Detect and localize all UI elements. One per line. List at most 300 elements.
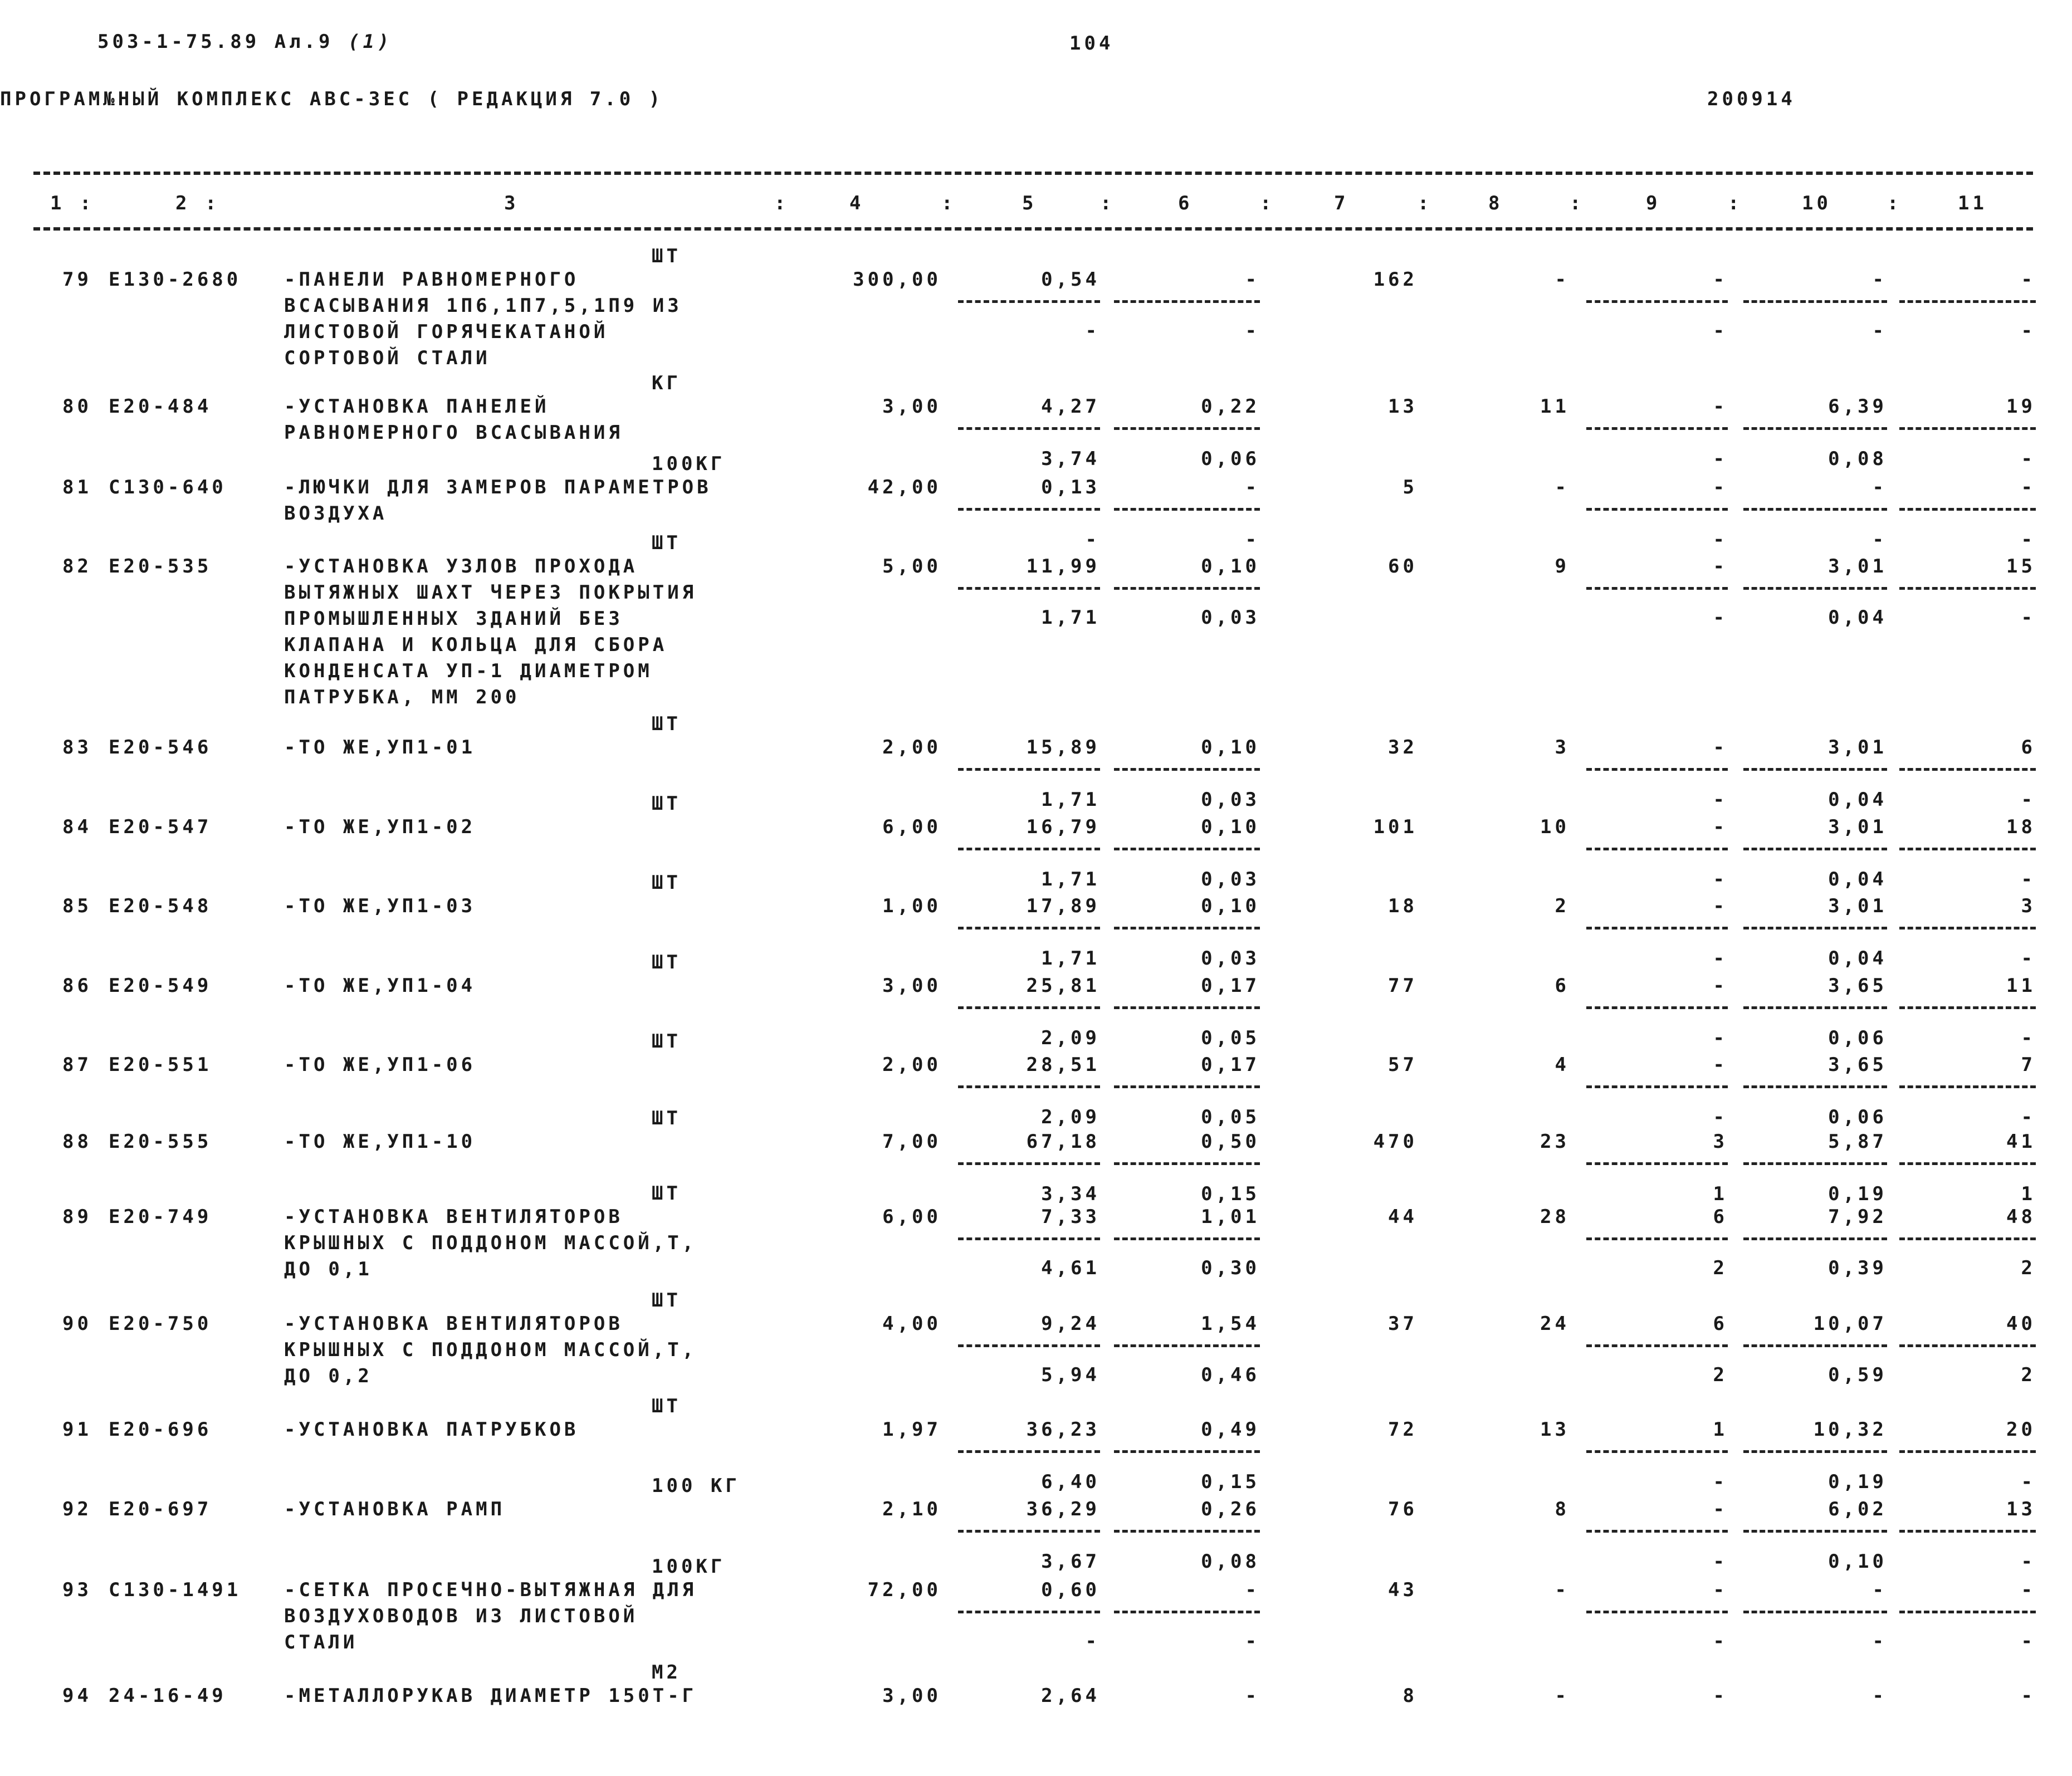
- cell-c10: 7,92: [1828, 1206, 1887, 1228]
- row-number: 82: [62, 555, 92, 578]
- rate-code: С130-640: [109, 476, 227, 498]
- row-separator: [1743, 1237, 1887, 1240]
- cell-qty: 3,00: [882, 975, 941, 997]
- cell-qty: 3,00: [882, 395, 941, 418]
- cell-c7: 57: [1388, 1054, 1418, 1076]
- row-separator: [1743, 848, 1887, 850]
- cell-c11b: -: [2021, 1550, 2036, 1573]
- cell-c11: -: [2021, 268, 2036, 291]
- row-separator: [1114, 848, 1260, 850]
- cell-c6b: 0,03: [1201, 606, 1260, 629]
- cell-c10b: 0,04: [1828, 606, 1887, 629]
- unit-label: 100 КГ: [652, 1475, 740, 1497]
- cell-c6b: 0,03: [1201, 947, 1260, 970]
- cell-c9b: -: [1713, 448, 1728, 470]
- rate-code: Е20-546: [109, 736, 212, 759]
- cell-c8: 13: [1540, 1418, 1570, 1441]
- cell-c5: 11,99: [1026, 555, 1100, 578]
- row-number: 80: [62, 395, 92, 418]
- row-separator: [1899, 1344, 2036, 1347]
- cell-c10b: -: [1872, 529, 1887, 551]
- description-line: ВОЗДУХА: [284, 502, 388, 525]
- cell-c11: 20: [2006, 1418, 2036, 1441]
- row-separator: [1114, 1162, 1260, 1165]
- cell-c5: 15,89: [1026, 736, 1100, 759]
- description-line: ВСАСЫВАНИЯ 1П6,1П7,5,1П9 ИЗ: [284, 295, 682, 317]
- cell-c7: 470: [1373, 1131, 1418, 1153]
- cell-c5b: 3,74: [1041, 448, 1100, 470]
- description-line: -УСТАНОВКА ПАТРУБКОВ: [284, 1418, 579, 1441]
- row-separator: [1899, 508, 2036, 511]
- cell-c8: 23: [1540, 1131, 1570, 1153]
- cell-c8: 2: [1555, 895, 1570, 917]
- rate-code: Е20-484: [109, 395, 212, 418]
- cell-c7: 162: [1373, 268, 1418, 291]
- row-separator: [1743, 927, 1887, 929]
- row-separator: [1114, 587, 1260, 590]
- rate-code: Е20-547: [109, 816, 212, 838]
- description-line: -ТО ЖЕ,УП1-10: [284, 1131, 476, 1153]
- row-separator: [1114, 927, 1260, 929]
- col-sep-7: :: [1418, 192, 1433, 214]
- cell-c5: 28,51: [1026, 1054, 1100, 1076]
- col-header-3: 3: [504, 192, 519, 214]
- col-sep-6: :: [1260, 192, 1275, 214]
- row-separator: [1899, 927, 2036, 929]
- cell-c5b: -: [1085, 529, 1100, 551]
- unit-label: 100КГ: [652, 453, 726, 475]
- row-separator: [958, 768, 1100, 771]
- cell-c6b: 0,08: [1201, 1550, 1260, 1573]
- cell-c10b: -: [1872, 320, 1887, 342]
- description-line: -УСТАНОВКА РАМП: [284, 1498, 506, 1520]
- row-separator: [1899, 1611, 2036, 1613]
- col-sep-8: :: [1570, 192, 1585, 214]
- table-header-rule: [33, 227, 2033, 231]
- description-line: ВОЗДУХОВОДОВ ИЗ ЛИСТОВОЙ: [284, 1605, 638, 1627]
- col-header-10: 10: [1802, 192, 1831, 214]
- unit-label: ШТ: [652, 1395, 681, 1417]
- cell-c8: 11: [1540, 395, 1570, 418]
- unit-label: М2: [652, 1661, 681, 1684]
- description-line: -УСТАНОВКА ВЕНТИЛЯТОРОВ: [284, 1206, 623, 1228]
- col-header-7: 7: [1334, 192, 1349, 214]
- cell-c11: 13: [2006, 1498, 2036, 1520]
- row-separator: [1899, 427, 2036, 430]
- cell-c10b: 0,06: [1828, 1027, 1887, 1049]
- col-header-6: 6: [1178, 192, 1193, 214]
- unit-label: ШТ: [652, 951, 681, 973]
- cell-c6: 0,22: [1201, 395, 1260, 418]
- rate-code: Е20-549: [109, 975, 212, 997]
- cell-c6: 0,10: [1201, 736, 1260, 759]
- cell-qty: 4,00: [882, 1313, 941, 1335]
- col-sep-3: :: [774, 192, 789, 214]
- cell-c6b: -: [1245, 1630, 1260, 1652]
- row-separator: [1586, 508, 1728, 511]
- rate-code: Е20-750: [109, 1313, 212, 1335]
- cell-c11b: -: [2021, 789, 2036, 811]
- cell-c9b: -: [1713, 606, 1728, 629]
- row-separator: [1114, 508, 1260, 511]
- cell-c5: 0,13: [1041, 476, 1100, 498]
- row-number: 86: [62, 975, 92, 997]
- cell-c9: -: [1713, 1054, 1728, 1076]
- unit-label: 100КГ: [652, 1555, 726, 1578]
- row-separator: [958, 1237, 1100, 1240]
- cell-c9b: -: [1713, 529, 1728, 551]
- rate-code: С130-1491: [109, 1579, 242, 1601]
- cell-c6b: 0,05: [1201, 1027, 1260, 1049]
- row-separator: [1899, 1085, 2036, 1088]
- cell-c6b: -: [1245, 320, 1260, 342]
- description-line: -ЛЮЧКИ ДЛЯ ЗАМЕРОВ ПАРАМЕТРОВ: [284, 476, 712, 498]
- cell-c11: 18: [2006, 816, 2036, 838]
- row-separator: [1586, 587, 1728, 590]
- cell-c9b: -: [1713, 1630, 1728, 1652]
- cell-c9: -: [1713, 395, 1728, 418]
- row-separator: [1114, 300, 1260, 303]
- row-separator: [958, 1530, 1100, 1533]
- cell-c8: 24: [1540, 1313, 1570, 1335]
- cell-qty: 7,00: [882, 1131, 941, 1153]
- cell-c10b: 0,19: [1828, 1183, 1887, 1205]
- row-number: 81: [62, 476, 92, 498]
- cell-c11b: 2: [2021, 1364, 2036, 1386]
- cell-c5b: 1,71: [1041, 947, 1100, 970]
- row-separator: [958, 1162, 1100, 1165]
- cell-c10: 3,65: [1828, 975, 1887, 997]
- row-separator: [1899, 300, 2036, 303]
- row-separator: [1743, 1085, 1887, 1088]
- col-sep-10: :: [1887, 192, 1902, 214]
- cell-c5b: 5,94: [1041, 1364, 1100, 1386]
- cell-c5b: 1,71: [1041, 606, 1100, 629]
- row-number: 79: [62, 268, 92, 291]
- row-separator: [1899, 587, 2036, 590]
- cell-c10b: 0,04: [1828, 868, 1887, 891]
- row-separator: [1114, 1530, 1260, 1533]
- description-line: КОНДЕНСАТА УП-1 ДИАМЕТРОМ: [284, 660, 653, 682]
- cell-c9b: -: [1713, 947, 1728, 970]
- row-number: 83: [62, 736, 92, 759]
- cell-qty: 2,00: [882, 1054, 941, 1076]
- cell-qty: 42,00: [867, 476, 941, 498]
- description-line: -МЕТАЛЛОРУКАВ ДИАМЕТР 150Т-Г: [284, 1685, 697, 1707]
- row-separator: [958, 300, 1100, 303]
- cell-c9b: 2: [1713, 1257, 1728, 1279]
- row-separator: [958, 927, 1100, 929]
- cell-c9: -: [1713, 555, 1728, 578]
- document-code-note: (1): [348, 31, 393, 53]
- row-separator: [1899, 1006, 2036, 1009]
- row-number: 94: [62, 1685, 92, 1707]
- col-sep-5: :: [1100, 192, 1115, 214]
- cell-c8: 9: [1555, 555, 1570, 578]
- cell-c8: 28: [1540, 1206, 1570, 1228]
- cell-c9: -: [1713, 816, 1728, 838]
- row-separator: [1114, 1237, 1260, 1240]
- cell-qty: 5,00: [882, 555, 941, 578]
- cell-c10b: 0,39: [1828, 1257, 1887, 1279]
- unit-label: ШТ: [652, 1182, 681, 1205]
- unit-label: ШТ: [652, 872, 681, 894]
- cell-c5: 2,64: [1041, 1685, 1100, 1707]
- table-top-rule: [33, 172, 2033, 175]
- row-separator: [1743, 587, 1887, 590]
- cell-c9: -: [1713, 1498, 1728, 1520]
- cell-c10: 3,01: [1828, 555, 1887, 578]
- cell-c9: 1: [1713, 1418, 1728, 1441]
- row-separator: [1586, 427, 1728, 430]
- cell-c10b: 0,06: [1828, 1106, 1887, 1128]
- row-separator: [1743, 300, 1887, 303]
- document-code: [97, 31, 392, 53]
- cell-c9b: -: [1713, 1550, 1728, 1573]
- row-separator: [1114, 768, 1260, 771]
- description-line: -УСТАНОВКА УЗЛОВ ПРОХОДА: [284, 555, 638, 578]
- cell-c9: -: [1713, 1685, 1728, 1707]
- col-header-5: 5: [1022, 192, 1037, 214]
- row-separator: [958, 508, 1100, 511]
- cell-c5: 0,54: [1041, 268, 1100, 291]
- cell-c10: -: [1872, 268, 1887, 291]
- cell-c11: 11: [2006, 975, 2036, 997]
- cell-c11: 7: [2021, 1054, 2036, 1076]
- row-separator: [1114, 1085, 1260, 1088]
- row-separator: [1586, 300, 1728, 303]
- cell-c8: 10: [1540, 816, 1570, 838]
- cell-c10b: 0,04: [1828, 947, 1887, 970]
- row-separator: [1586, 1530, 1728, 1533]
- cell-c8: -: [1555, 1579, 1570, 1601]
- cell-c5: 4,27: [1041, 395, 1100, 418]
- description-line: -УСТАНОВКА ПАНЕЛЕЙ: [284, 395, 550, 418]
- cell-c8: -: [1555, 268, 1570, 291]
- cell-c11b: -: [2021, 529, 2036, 551]
- row-separator: [1743, 1162, 1887, 1165]
- cell-qty: 6,00: [882, 816, 941, 838]
- cell-c10: 6,02: [1828, 1498, 1887, 1520]
- cell-c6: 1,54: [1201, 1313, 1260, 1335]
- cell-c6: -: [1245, 1685, 1260, 1707]
- cell-c5b: -: [1085, 320, 1100, 342]
- cell-c10: 3,01: [1828, 736, 1887, 759]
- cell-c5b: 3,67: [1041, 1550, 1100, 1573]
- unit-label: ШТ: [652, 713, 681, 735]
- cell-c7: 5: [1402, 476, 1418, 498]
- row-separator: [1114, 1344, 1260, 1347]
- cell-c7: 72: [1388, 1418, 1418, 1441]
- cell-c5b: 1,71: [1041, 789, 1100, 811]
- row-separator: [1899, 1530, 2036, 1533]
- row-separator: [958, 1611, 1100, 1613]
- cell-c11b: -: [2021, 868, 2036, 891]
- cell-c10: 3,65: [1828, 1054, 1887, 1076]
- cell-c11: 6: [2021, 736, 2036, 759]
- cell-c6b: 0,15: [1201, 1183, 1260, 1205]
- date-code: 200914: [1707, 88, 1796, 110]
- rate-code: Е20-535: [109, 555, 212, 578]
- cell-c5b: 4,61: [1041, 1257, 1100, 1279]
- cell-c11b: -: [2021, 1630, 2036, 1652]
- cell-c10b: 0,59: [1828, 1364, 1887, 1386]
- cell-c10b: 0,10: [1828, 1550, 1887, 1573]
- cell-c11b: 2: [2021, 1257, 2036, 1279]
- cell-c5b: 2,09: [1041, 1027, 1100, 1049]
- cell-c11b: -: [2021, 606, 2036, 629]
- cell-c10b: 0,04: [1828, 789, 1887, 811]
- document-code-text: 503-1-75.89 Ал.9: [97, 31, 334, 53]
- cell-c9b: -: [1713, 789, 1728, 811]
- cell-c6: 0,10: [1201, 555, 1260, 578]
- cell-c10: -: [1872, 1579, 1887, 1601]
- unit-label: ШТ: [652, 1289, 681, 1312]
- unit-label: ШТ: [652, 1030, 681, 1053]
- row-number: 85: [62, 895, 92, 917]
- cell-c7: 18: [1388, 895, 1418, 917]
- row-separator: [1743, 508, 1887, 511]
- row-separator: [1586, 927, 1728, 929]
- cell-c10: 10,07: [1813, 1313, 1887, 1335]
- cell-c10: 3,01: [1828, 895, 1887, 917]
- row-separator: [958, 587, 1100, 590]
- cell-c9b: -: [1713, 320, 1728, 342]
- cell-c7: 37: [1388, 1313, 1418, 1335]
- cell-c7: 32: [1388, 736, 1418, 759]
- cell-c11: 48: [2006, 1206, 2036, 1228]
- unit-label: ШТ: [652, 1107, 681, 1129]
- description-line: КЛАПАНА И КОЛЬЦА ДЛЯ СБОРА: [284, 634, 668, 656]
- row-separator: [1586, 1450, 1728, 1453]
- row-separator: [1743, 427, 1887, 430]
- cell-c7: 77: [1388, 975, 1418, 997]
- unit-label: ШТ: [652, 792, 681, 815]
- row-separator: [1586, 1344, 1728, 1347]
- cell-qty: 2,10: [882, 1498, 941, 1520]
- row-separator: [1114, 1006, 1260, 1009]
- cell-c7: 43: [1388, 1579, 1418, 1601]
- rate-code: 24-16-49: [109, 1685, 227, 1707]
- row-separator: [958, 1344, 1100, 1347]
- rate-code: Е20-555: [109, 1131, 212, 1153]
- cell-c11b: -: [2021, 947, 2036, 970]
- col-sep-9: :: [1728, 192, 1743, 214]
- cell-c6b: 0,05: [1201, 1106, 1260, 1128]
- cell-c9b: -: [1713, 1027, 1728, 1049]
- row-separator: [1899, 768, 2036, 771]
- cell-c11: 19: [2006, 395, 2036, 418]
- cell-c6b: 0,06: [1201, 448, 1260, 470]
- cell-c10b: -: [1872, 1630, 1887, 1652]
- description-line: РАВНОМЕРНОГО ВСАСЫВАНИЯ: [284, 422, 623, 444]
- cell-c10: 3,01: [1828, 816, 1887, 838]
- cell-c9: 6: [1713, 1206, 1728, 1228]
- cell-c6: 0,17: [1201, 975, 1260, 997]
- cell-c9b: 1: [1713, 1183, 1728, 1205]
- cell-c5: 16,79: [1026, 816, 1100, 838]
- rate-code: Е20-551: [109, 1054, 212, 1076]
- unit-label: ШТ: [652, 532, 681, 554]
- description-line: -ТО ЖЕ,УП1-06: [284, 1054, 476, 1076]
- cell-c10: 10,32: [1813, 1418, 1887, 1441]
- cell-c5: 67,18: [1026, 1131, 1100, 1153]
- cell-qty: 1,97: [882, 1418, 941, 1441]
- cell-c6b: 0,03: [1201, 868, 1260, 891]
- cell-c6: 0,49: [1201, 1418, 1260, 1441]
- cell-c11b: -: [2021, 1027, 2036, 1049]
- cell-c11: -: [2021, 1685, 2036, 1707]
- rate-code: Е130-2680: [109, 268, 242, 291]
- row-number: 90: [62, 1313, 92, 1335]
- cell-c6b: -: [1245, 529, 1260, 551]
- row-separator: [1586, 1237, 1728, 1240]
- row-separator: [1586, 848, 1728, 850]
- cell-c11b: -: [2021, 1471, 2036, 1493]
- description-line: -ТО ЖЕ,УП1-02: [284, 816, 476, 838]
- cell-c9: -: [1713, 268, 1728, 291]
- row-separator: [1743, 1344, 1887, 1347]
- col-header-11: 11: [1958, 192, 1987, 214]
- row-separator: [1114, 1450, 1260, 1453]
- cell-qty: 2,00: [882, 736, 941, 759]
- description-line: ДО 0,2: [284, 1365, 373, 1387]
- cell-c5b: 6,40: [1041, 1471, 1100, 1493]
- cell-c9: -: [1713, 1579, 1728, 1601]
- cell-c8: 3: [1555, 736, 1570, 759]
- cell-c10: 5,87: [1828, 1131, 1887, 1153]
- cell-c9: -: [1713, 736, 1728, 759]
- description-line: ПАТРУБКА, ММ 200: [284, 686, 520, 708]
- row-separator: [1114, 427, 1260, 430]
- cell-qty: 6,00: [882, 1206, 941, 1228]
- cell-c8: 8: [1555, 1498, 1570, 1520]
- cell-c10b: 0,08: [1828, 448, 1887, 470]
- cell-c10: 6,39: [1828, 395, 1887, 418]
- description-line: -ТО ЖЕ,УП1-04: [284, 975, 476, 997]
- rate-code: Е20-697: [109, 1498, 212, 1520]
- row-number: 84: [62, 816, 92, 838]
- row-separator: [1586, 1162, 1728, 1165]
- col-header-2: 2 :: [175, 192, 220, 214]
- description-line: -СЕТКА ПРОСЕЧНО-ВЫТЯЖНАЯ ДЛЯ: [284, 1579, 697, 1601]
- row-number: 93: [62, 1579, 92, 1601]
- cell-qty: 72,00: [867, 1579, 941, 1601]
- cell-c8: 6: [1555, 975, 1570, 997]
- cell-c8: -: [1555, 1685, 1570, 1707]
- cell-c6: -: [1245, 476, 1260, 498]
- row-number: 88: [62, 1131, 92, 1153]
- col-header-1: 1 :: [50, 192, 95, 214]
- cell-c11: -: [2021, 1579, 2036, 1601]
- cell-c9: 6: [1713, 1313, 1728, 1335]
- description-line: ВЫТЯЖНЫХ ШАХТ ЧЕРЕЗ ПОКРЫТИЯ: [284, 581, 697, 604]
- row-separator: [958, 1450, 1100, 1453]
- description-line: -УСТАНОВКА ВЕНТИЛЯТОРОВ: [284, 1313, 623, 1335]
- program-title: ПРОГРАМ№НЫЙ КОМПЛЕКС АВС-3ЕС ( РЕДАКЦИЯ 7.0 ): [0, 88, 664, 110]
- row-number: 89: [62, 1206, 92, 1228]
- row-number: 92: [62, 1498, 92, 1520]
- cell-c5b: -: [1085, 1630, 1100, 1652]
- row-separator: [1114, 1611, 1260, 1613]
- cell-c6b: 0,03: [1201, 789, 1260, 811]
- cell-qty: 300,00: [853, 268, 941, 291]
- rate-code: Е20-749: [109, 1206, 212, 1228]
- col-header-4: 4: [849, 192, 864, 214]
- row-separator: [958, 1006, 1100, 1009]
- rate-code: Е20-548: [109, 895, 212, 917]
- cell-c9b: -: [1713, 868, 1728, 891]
